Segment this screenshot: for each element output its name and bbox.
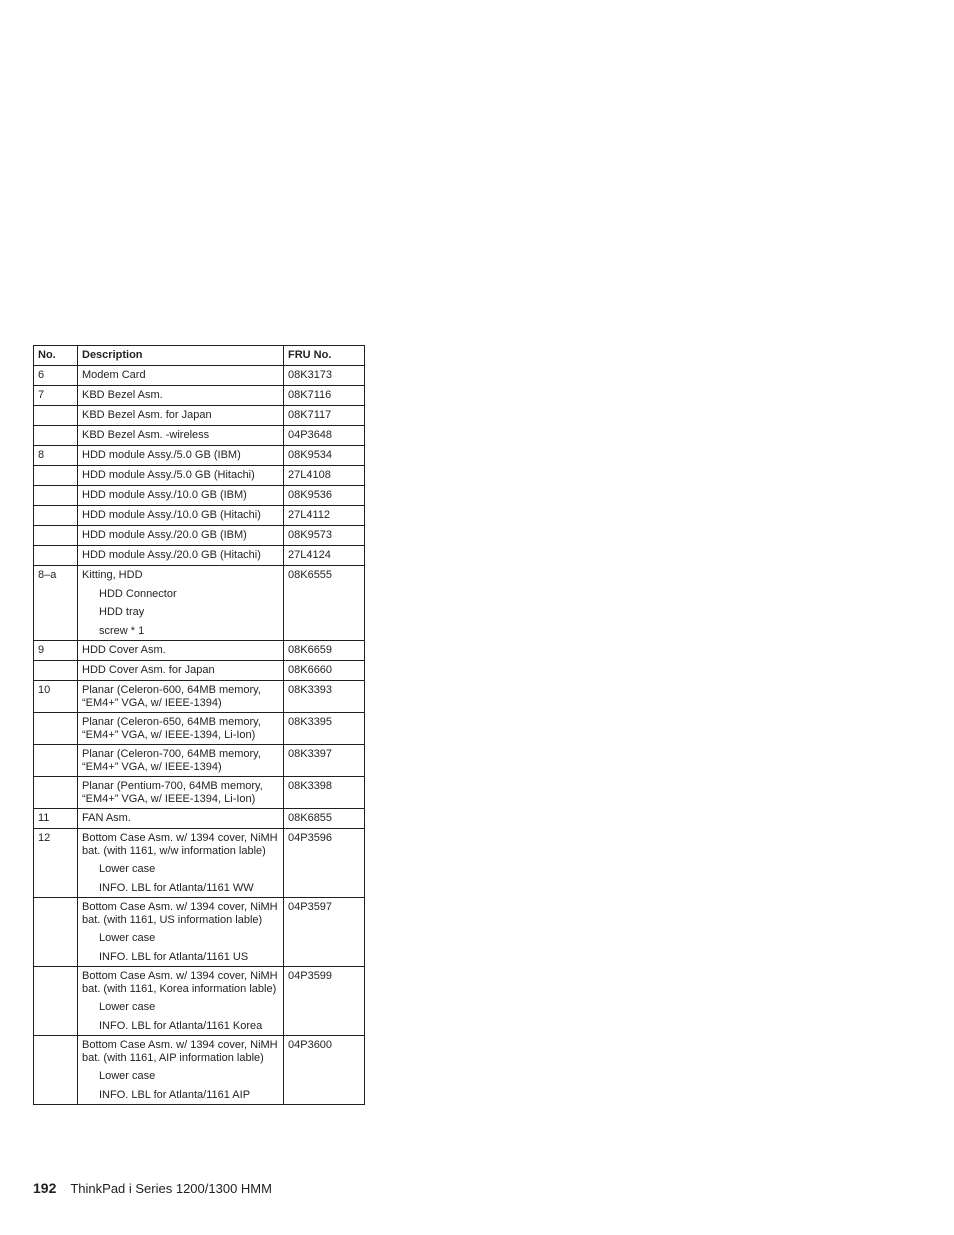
cell-fru: 04P3648 bbox=[284, 426, 365, 446]
cell-description bbox=[78, 898, 284, 967]
table-row bbox=[34, 526, 365, 546]
cell-fru: 08K6555 bbox=[284, 566, 365, 641]
cell-no bbox=[34, 526, 78, 546]
cell-description bbox=[78, 386, 284, 406]
table-row bbox=[34, 386, 365, 406]
description-text: HDD module Assy./10.0 GB (Hitachi) bbox=[82, 509, 261, 521]
table-row bbox=[34, 506, 365, 526]
description-text: HDD Cover Asm. bbox=[82, 644, 166, 656]
header-no: No. bbox=[34, 346, 78, 366]
description-text: FAN Asm. bbox=[82, 812, 131, 824]
book-title: ThinkPad i Series 1200/1300 HMM bbox=[70, 1181, 272, 1196]
table-row bbox=[34, 1036, 365, 1105]
cell-no bbox=[34, 967, 78, 1036]
cell-fru: 08K7117 bbox=[284, 406, 365, 426]
table-row bbox=[34, 898, 365, 967]
description-text: Planar (Celeron-650, 64MB memory, “EM4+” VGA, w/ IEEE-1394, Li-Ion) bbox=[82, 716, 261, 741]
description-text: HDD module Assy./5.0 GB (Hitachi) bbox=[82, 469, 255, 481]
cell-description bbox=[78, 777, 284, 809]
table-row bbox=[34, 967, 365, 1036]
sub-item: INFO. LBL for Atlanta/1161 WW bbox=[99, 881, 254, 894]
sub-item: Lower case bbox=[99, 932, 156, 944]
cell-fru: 08K6660 bbox=[284, 661, 365, 681]
cell-description bbox=[78, 546, 284, 566]
cell-no bbox=[34, 661, 78, 681]
sub-item: INFO. LBL for Atlanta/1161 Korea bbox=[99, 1019, 263, 1032]
cell-fru: 08K9534 bbox=[284, 446, 365, 466]
cell-no bbox=[34, 713, 78, 745]
sub-item: Lower case bbox=[99, 1070, 156, 1082]
description-text: Bottom Case Asm. w/ 1394 cover, NiMH bat. (with 1161, Korea information lable) bbox=[82, 970, 278, 995]
cell-description bbox=[78, 1036, 284, 1105]
cell-description bbox=[78, 566, 284, 641]
cell-description bbox=[78, 829, 284, 898]
table-row bbox=[34, 406, 365, 426]
sub-item: HDD tray bbox=[99, 606, 145, 618]
parts-table bbox=[33, 345, 365, 1105]
cell-no: 6 bbox=[34, 366, 78, 386]
description-text: KBD Bezel Asm. bbox=[82, 389, 163, 401]
description-text: KBD Bezel Asm. -wireless bbox=[82, 429, 210, 441]
table-row bbox=[34, 809, 365, 829]
cell-no bbox=[34, 506, 78, 526]
cell-no bbox=[34, 466, 78, 486]
cell-fru: 08K3393 bbox=[284, 681, 365, 713]
cell-fru: 08K6855 bbox=[284, 809, 365, 829]
table-row bbox=[34, 446, 365, 466]
cell-no: 7 bbox=[34, 386, 78, 406]
cell-fru: 08K9536 bbox=[284, 486, 365, 506]
cell-fru: 27L4124 bbox=[284, 546, 365, 566]
parts-table-body bbox=[34, 366, 365, 1105]
page-footer bbox=[33, 1180, 272, 1196]
cell-description bbox=[78, 641, 284, 661]
table-row bbox=[34, 745, 365, 777]
cell-fru: 27L4112 bbox=[284, 506, 365, 526]
description-text: HDD module Assy./20.0 GB (Hitachi) bbox=[82, 549, 261, 561]
page-number: 192 bbox=[33, 1180, 57, 1196]
description-text: HDD module Assy./20.0 GB (IBM) bbox=[82, 529, 247, 541]
sub-item: INFO. LBL for Atlanta/1161 AIP bbox=[99, 1088, 251, 1101]
cell-fru: 04P3599 bbox=[284, 967, 365, 1036]
cell-description bbox=[78, 406, 284, 426]
header-description: Description bbox=[78, 346, 284, 366]
cell-fru: 08K3173 bbox=[284, 366, 365, 386]
description-text: Bottom Case Asm. w/ 1394 cover, NiMH bat. (with 1161, w/w information lable) bbox=[82, 832, 278, 857]
cell-no bbox=[34, 546, 78, 566]
table-row bbox=[34, 641, 365, 661]
cell-description bbox=[78, 526, 284, 546]
cell-no bbox=[34, 898, 78, 967]
cell-fru: 04P3596 bbox=[284, 829, 365, 898]
cell-no bbox=[34, 486, 78, 506]
table-row bbox=[34, 829, 365, 898]
cell-description bbox=[78, 506, 284, 526]
cell-no bbox=[34, 426, 78, 446]
cell-description bbox=[78, 446, 284, 466]
cell-no bbox=[34, 777, 78, 809]
description-text: Planar (Celeron-700, 64MB memory, “EM4+” VGA, w/ IEEE-1394) bbox=[82, 748, 261, 773]
cell-fru: 27L4108 bbox=[284, 466, 365, 486]
table-row bbox=[34, 486, 365, 506]
cell-no: 8 bbox=[34, 446, 78, 466]
table-header-row bbox=[34, 346, 365, 366]
table-row bbox=[34, 777, 365, 809]
table-row bbox=[34, 546, 365, 566]
table-row bbox=[34, 661, 365, 681]
cell-no: 12 bbox=[34, 829, 78, 898]
sub-item: INFO. LBL for Atlanta/1161 US bbox=[99, 950, 249, 963]
description-text: Planar (Celeron-600, 64MB memory, “EM4+” VGA, w/ IEEE-1394) bbox=[82, 684, 261, 709]
description-text: Bottom Case Asm. w/ 1394 cover, NiMH bat. (with 1161, US information lable) bbox=[82, 901, 278, 926]
cell-no: 9 bbox=[34, 641, 78, 661]
cell-no: 11 bbox=[34, 809, 78, 829]
description-text: Planar (Pentium-700, 64MB memory, “EM4+” VGA, w/ IEEE-1394, Li-Ion) bbox=[82, 780, 263, 805]
description-text: Kitting, HDD bbox=[82, 569, 143, 581]
description-text: HDD Cover Asm. for Japan bbox=[82, 664, 215, 676]
cell-no bbox=[34, 745, 78, 777]
cell-fru: 08K3397 bbox=[284, 745, 365, 777]
cell-no bbox=[34, 1036, 78, 1105]
sub-item: Lower case bbox=[99, 1001, 156, 1013]
cell-description bbox=[78, 809, 284, 829]
cell-description bbox=[78, 681, 284, 713]
table-row bbox=[34, 566, 365, 641]
sub-item: screw * 1 bbox=[99, 624, 145, 637]
cell-description bbox=[78, 486, 284, 506]
cell-fru: 08K3398 bbox=[284, 777, 365, 809]
cell-no bbox=[34, 406, 78, 426]
description-text: Modem Card bbox=[82, 369, 146, 381]
cell-fru: 04P3600 bbox=[284, 1036, 365, 1105]
description-text: Bottom Case Asm. w/ 1394 cover, NiMH bat. (with 1161, AIP information lable) bbox=[82, 1039, 278, 1064]
cell-fru: 08K6659 bbox=[284, 641, 365, 661]
cell-no: 8–a bbox=[34, 566, 78, 641]
cell-description bbox=[78, 745, 284, 777]
description-text: HDD module Assy./5.0 GB (IBM) bbox=[82, 449, 241, 461]
cell-fru: 08K7116 bbox=[284, 386, 365, 406]
sub-item: Lower case bbox=[99, 863, 156, 875]
cell-fru: 04P3597 bbox=[284, 898, 365, 967]
cell-description bbox=[78, 366, 284, 386]
sub-item: HDD Connector bbox=[99, 587, 177, 600]
cell-no: 10 bbox=[34, 681, 78, 713]
description-text: KBD Bezel Asm. for Japan bbox=[82, 409, 212, 421]
cell-description bbox=[78, 661, 284, 681]
cell-description bbox=[78, 713, 284, 745]
cell-description bbox=[78, 466, 284, 486]
header-fru: FRU No. bbox=[284, 346, 365, 366]
table-row bbox=[34, 681, 365, 713]
table-row bbox=[34, 466, 365, 486]
cell-fru: 08K9573 bbox=[284, 526, 365, 546]
description-text: HDD module Assy./10.0 GB (IBM) bbox=[82, 489, 247, 501]
cell-fru: 08K3395 bbox=[284, 713, 365, 745]
table-row bbox=[34, 366, 365, 386]
table-row bbox=[34, 426, 365, 446]
table-row bbox=[34, 713, 365, 745]
cell-description bbox=[78, 426, 284, 446]
cell-description bbox=[78, 967, 284, 1036]
